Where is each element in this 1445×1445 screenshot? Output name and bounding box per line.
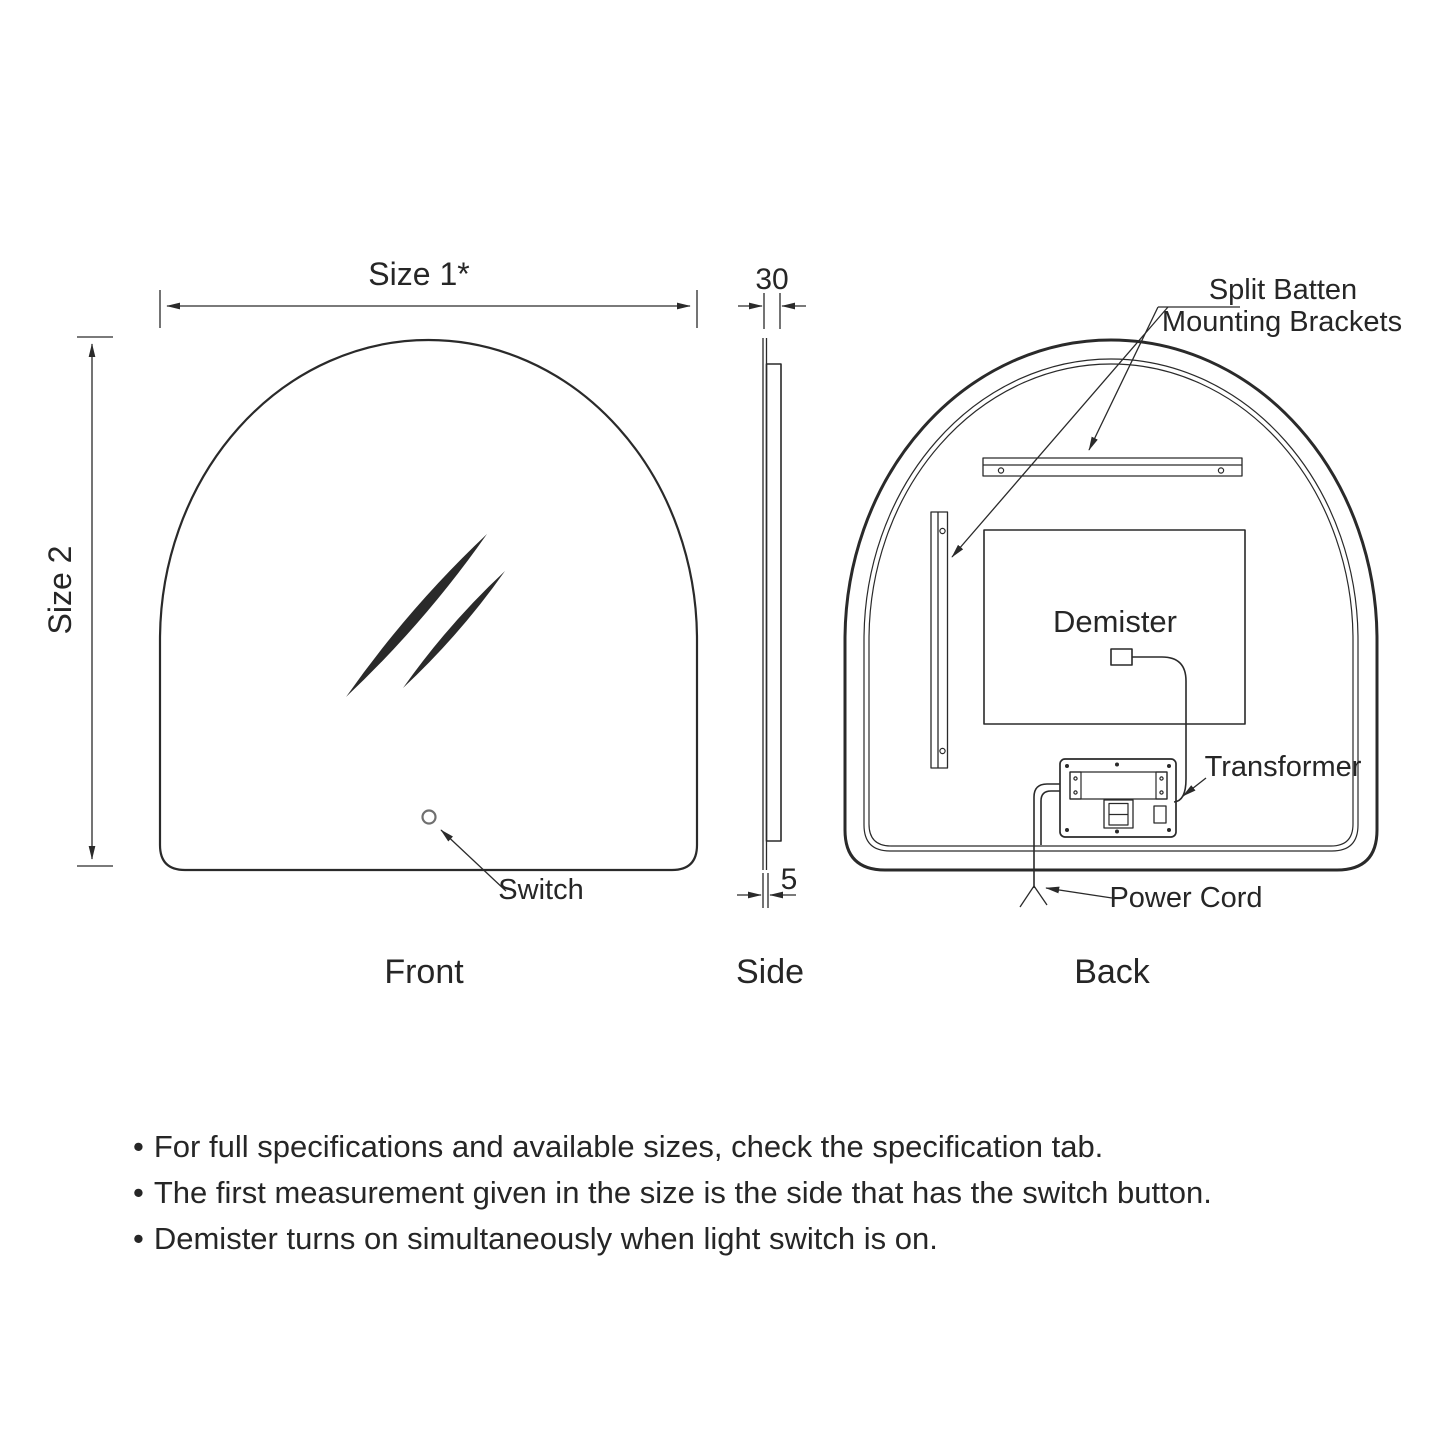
- brackets-label-line2: Mounting Brackets: [1161, 306, 1403, 338]
- transformer-screw-tm: [1115, 763, 1119, 767]
- front-caption: Front: [384, 953, 464, 991]
- transformer-screw-bm: [1115, 830, 1119, 834]
- note-2-text: The first measurement given in the size is the side that has the switch button.: [153, 1175, 1212, 1210]
- brackets-label-line1: Split Batten: [1208, 274, 1358, 306]
- transformer-screw-tr: [1167, 764, 1171, 768]
- size1-label: Size 1*: [368, 256, 470, 292]
- demister-label: Demister: [1052, 604, 1178, 639]
- note-1-bullet: •: [133, 1129, 144, 1164]
- transformer-screw-tl: [1065, 764, 1069, 768]
- note-3-bullet: •: [133, 1221, 144, 1256]
- power-cord-label: Power Cord: [1109, 882, 1263, 914]
- transformer-screw-br: [1167, 828, 1171, 832]
- switch-label: Switch: [498, 874, 584, 906]
- transformer-label: Transformer: [1204, 751, 1362, 783]
- size2-label: Size 2: [42, 545, 78, 635]
- side-caption: Side: [735, 953, 805, 991]
- back-caption: Back: [1074, 953, 1150, 991]
- glass5-label: 5: [780, 863, 798, 896]
- depth30-label: 30: [755, 263, 789, 296]
- note-3-text: Demister turns on simultaneously when light switch is on.: [153, 1221, 938, 1256]
- note-1-text: For full specifications and available sizes, check the specification tab.: [153, 1129, 1104, 1164]
- note-2-bullet: •: [133, 1175, 144, 1210]
- note-line-1: [133, 1129, 1103, 1164]
- note-line-3: [133, 1221, 938, 1256]
- note-line-2: [133, 1175, 1212, 1210]
- transformer-screw-bl: [1065, 828, 1069, 832]
